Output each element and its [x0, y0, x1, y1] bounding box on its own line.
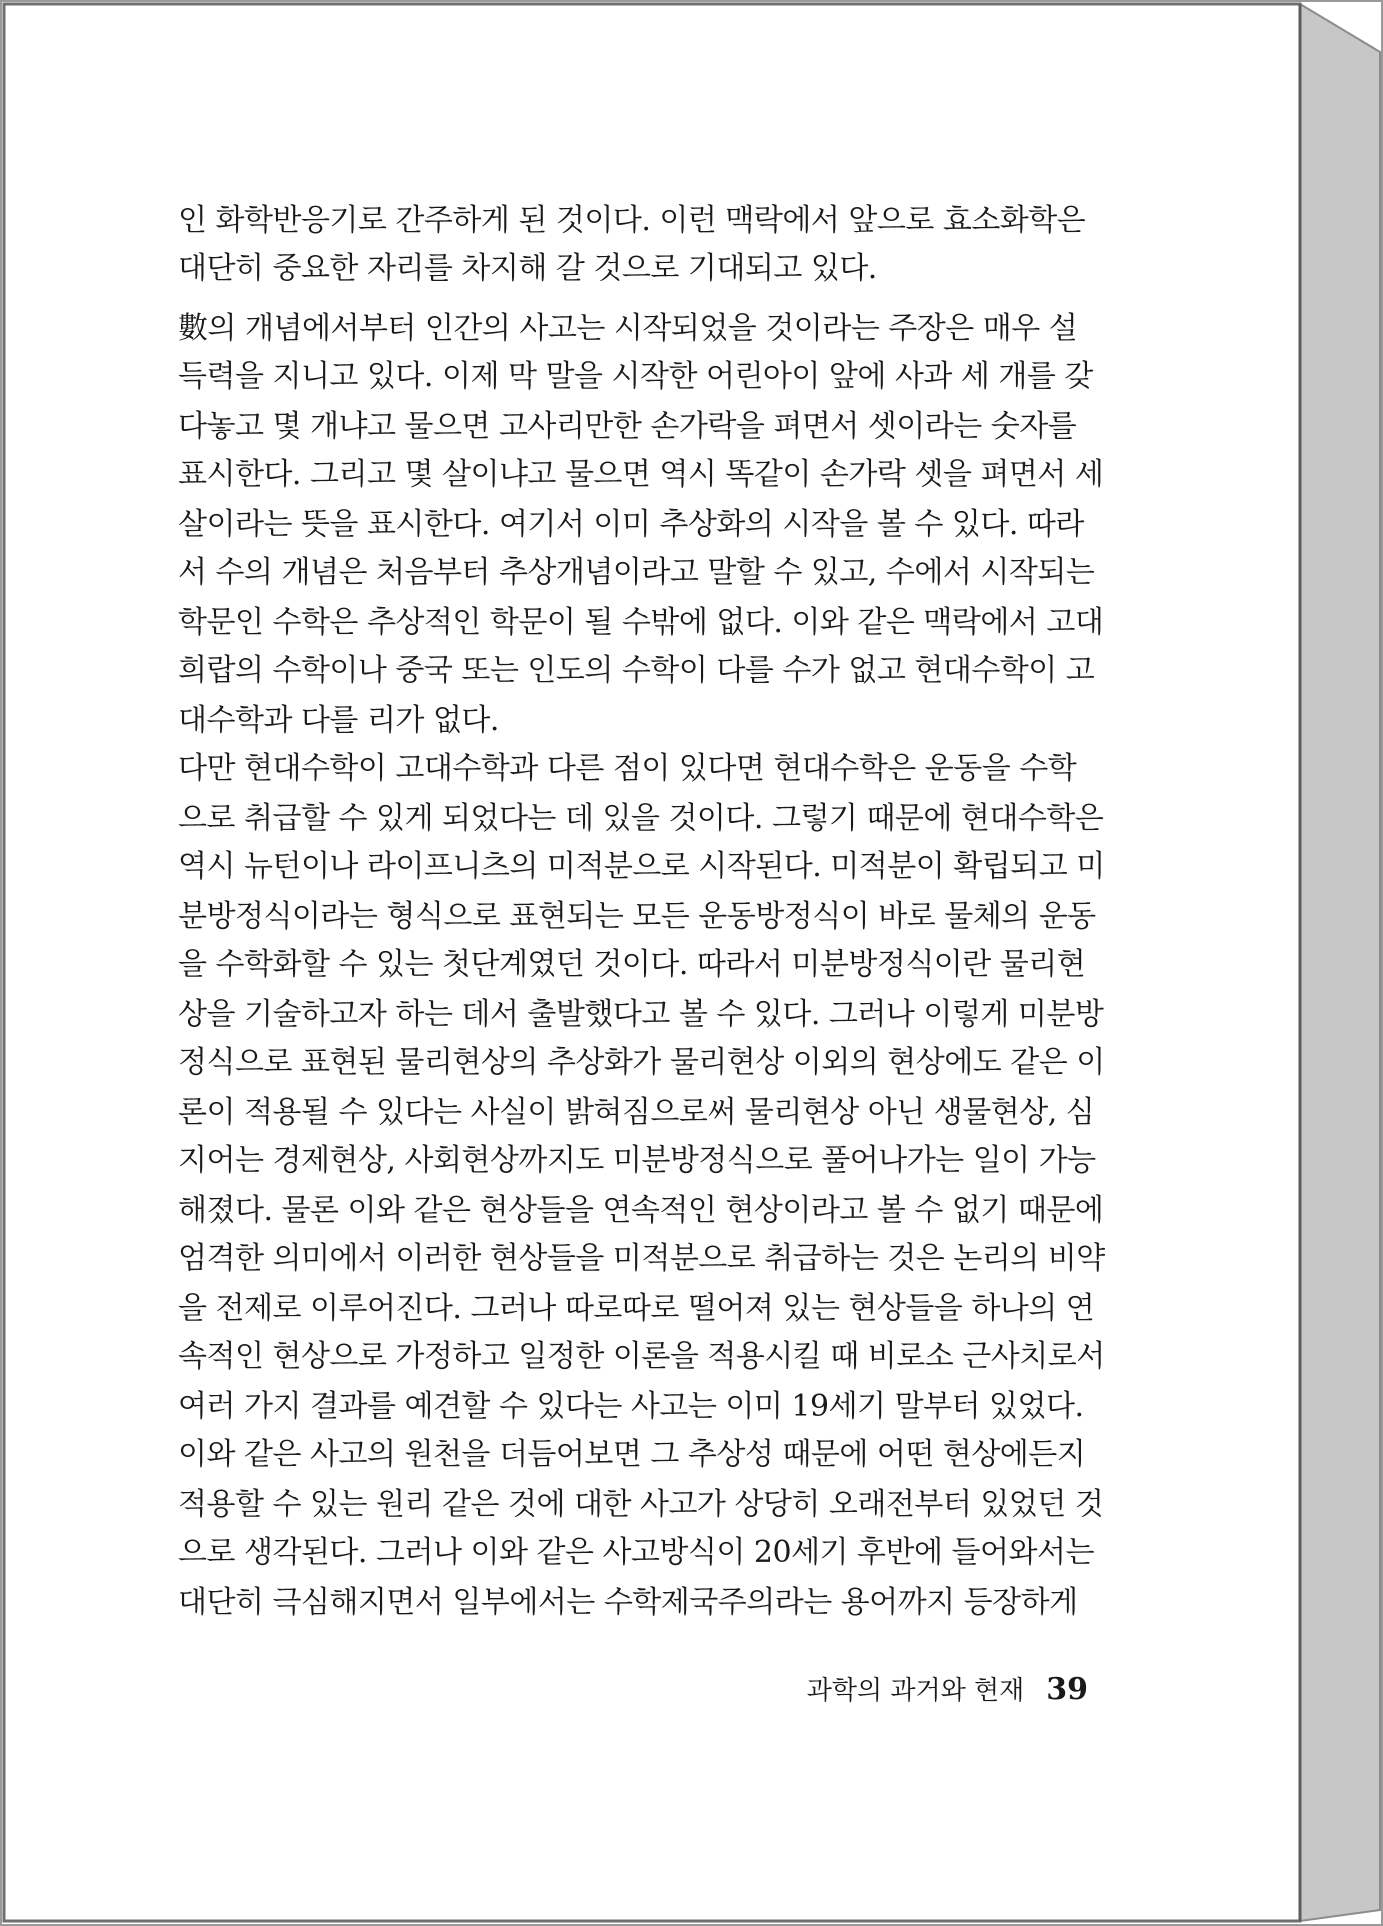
- text-line: 으로 취급할 수 있게 되었다는 데 있을 것이다. 그렇기 때문에 현대수학은: [178, 801, 1104, 836]
- text-line: 역시 뉴턴이나 라이프니츠의 미적분으로 시작된다. 미적분이 확립되고 미: [178, 849, 1105, 884]
- text-line: 학문인 수학은 추상적인 학문이 될 수밖에 없다. 이와 같은 맥락에서 고대: [178, 605, 1104, 640]
- text-line: 을 수학화할 수 있는 첫단계였던 것이다. 따라서 미분방정식이란 물리현: [178, 947, 1086, 982]
- text-line: 數의 개념에서부터 인간의 사고는 시작되었을 것이라는 주장은 매우 설: [178, 311, 1078, 346]
- text-line: 표시한다. 그리고 몇 살이냐고 물으면 역시 똑같이 손가락 셋을 펴면서 세: [178, 457, 1104, 492]
- text-line: 론이 적용될 수 있다는 사실이 밝혀짐으로써 물리현상 아닌 생물현상, 심: [178, 1095, 1095, 1130]
- page-number: 39: [1046, 1672, 1088, 1707]
- text-line: 살이라는 뜻을 표시한다. 여기서 이미 추상화의 시작을 볼 수 있다. 따라: [178, 507, 1084, 542]
- text-line: 정식으로 표현된 물리현상의 추상화가 물리현상 이외의 현상에도 같은 이: [178, 1045, 1105, 1080]
- text-line: 상을 기술하고자 하는 데서 출발했다고 볼 수 있다. 그러나 이렇게 미분방: [178, 997, 1104, 1032]
- text-line: 다놓고 몇 개냐고 물으면 고사리만한 손가락을 펴면서 셋이라는 숫자를: [178, 409, 1077, 444]
- page-footer: [178, 1670, 1088, 1710]
- text-line: 대단히 중요한 자리를 차지해 갈 것으로 기대되고 있다.: [178, 251, 877, 286]
- text-line: 대수학과 다를 리가 없다.: [178, 703, 499, 738]
- text-line: 여러 가지 결과를 예견할 수 있다는 사고는 이미 19세기 말부터 있었다.: [178, 1389, 1084, 1424]
- text-line: 을 전제로 이루어진다. 그러나 따로따로 떨어져 있는 현상들을 하나의 연: [178, 1291, 1095, 1326]
- text-line: 엄격한 의미에서 이러한 현상들을 미적분으로 취급하는 것은 논리의 비약: [178, 1241, 1105, 1276]
- text-line: 다만 현대수학이 고대수학과 다른 점이 있다면 현대수학은 운동을 수학: [178, 751, 1077, 786]
- running-footer-title: 과학의 과거와 현재: [806, 1676, 1025, 1706]
- text-line: 으로 생각된다. 그러나 이와 같은 사고방식이 20세기 후반에 들어와서는: [178, 1535, 1094, 1570]
- text-line: 지어는 경제현상, 사회현상까지도 미분방정식으로 풀어나가는 일이 가능: [178, 1143, 1096, 1178]
- text-line: 해졌다. 물론 이와 같은 현상들을 연속적인 현상이라고 볼 수 없기 때문에: [178, 1193, 1104, 1228]
- text-line: 속적인 현상으로 가정하고 일정한 이론을 적용시킬 때 비로소 근사치로서: [178, 1339, 1105, 1374]
- text-line: 득력을 지니고 있다. 이제 막 말을 시작한 어린아이 앞에 사과 세 개를 갖: [178, 359, 1093, 394]
- text-line: 인 화학반응기로 간주하게 된 것이다. 이런 맥락에서 앞으로 효소화학은: [178, 203, 1086, 238]
- text-line: 이와 같은 사고의 원천을 더듬어보면 그 추상성 때문에 어떤 현상에든지: [178, 1437, 1086, 1472]
- book-spine: [1300, 4, 1380, 1921]
- text-line: 대단히 극심해지면서 일부에서는 수학제국주의라는 용어까지 등장하게: [178, 1585, 1078, 1620]
- text-line: 희랍의 수학이나 중국 또는 인도의 수학이 다를 수가 없고 현대수학이 고: [178, 653, 1095, 688]
- text-line: 적용할 수 있는 원리 같은 것에 대한 사고가 상당히 오래전부터 있었던 것: [178, 1487, 1104, 1522]
- page-body-text: [178, 198, 1118, 1678]
- text-line: 서 수의 개념은 처음부터 추상개념이라고 말할 수 있고, 수에서 시작되는: [178, 555, 1095, 590]
- text-line: 분방정식이라는 형식으로 표현되는 모든 운동방정식이 바로 물체의 운동: [178, 899, 1096, 934]
